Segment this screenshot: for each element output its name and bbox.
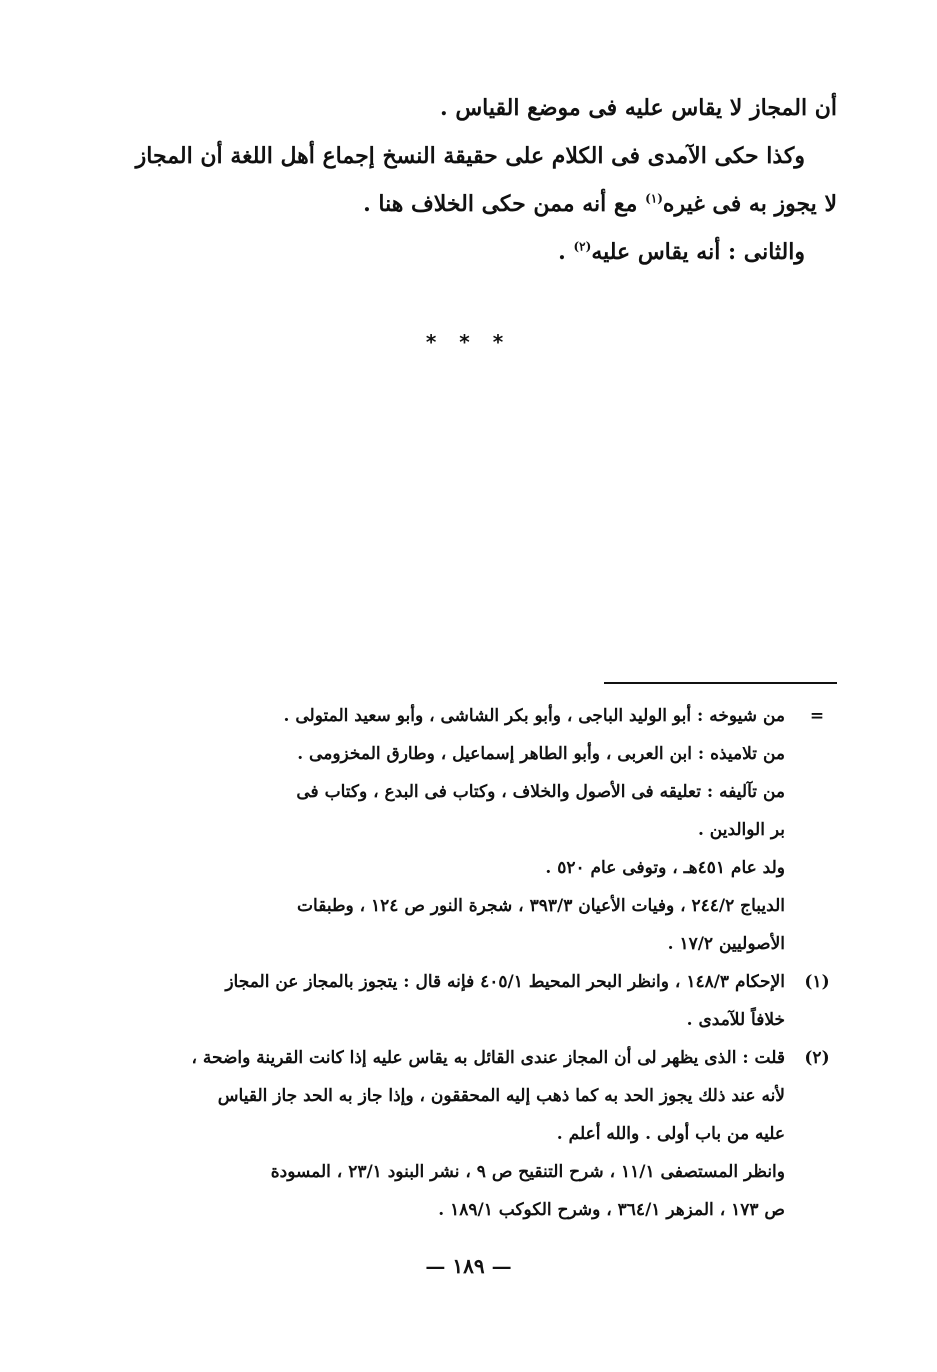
footnote-line: ص ١٧٣ ، المزهر ٣٦٤/١ ، وشرح الكوكب ١٨٩/١ . (438, 1200, 785, 1220)
continuation-marker: = (809, 706, 825, 726)
footnote-line: ولد عام ٤٥١هـ ، وتوفى عام ٥٢٠ . (545, 858, 785, 878)
footnote-ref-1[interactable]: (١) (645, 191, 663, 206)
main-line-3-text: لا يجوز به فى غيره (662, 191, 837, 217)
footnote-continuation (147, 697, 837, 963)
footnote-line: الأصوليين ١٧/٢ . (667, 934, 785, 954)
footnotes-block (147, 697, 837, 1229)
footnote-2 (147, 1039, 837, 1229)
main-line-3 (137, 180, 837, 228)
footnote-line: الديباج ٢٤٤/٢ ، وفيات الأعيان ٣٩٣/٣ ، شجرة النور ص ١٢٤ ، وطبقات (297, 896, 785, 916)
main-text-block (137, 84, 837, 276)
footnote-line: من تلاميذه : ابن العربى ، وأبو الطاهر إسماعيل ، وطارق المخزومى . (297, 744, 785, 764)
footnote-line: خلافاً للآمدى . (686, 1010, 785, 1030)
page-number: — ١٨٩ — (425, 1254, 512, 1278)
footnote-divider (604, 682, 837, 684)
footnote-line: لأنه عند ذلك يجوز الحد به كما ذهب إليه المحققون ، وإذا جاز به الحد جاز القياس (217, 1086, 785, 1106)
footnote-line: وانظر المستصفى ١١/١ ، شرح التنقيح ص ٩ ، نشر البنود ٢٣/١ ، المسودة (270, 1162, 785, 1182)
footnote-ref-2[interactable]: (٢) (573, 239, 592, 254)
main-line-2: وكذا حكى الآمدى فى الكلام على حقيقة النسخ إجماع أهل اللغة أن المجاز (135, 143, 805, 169)
section-separator: * * * (425, 330, 512, 354)
footnote-1 (147, 963, 837, 1039)
footnote-line: من تآليفه : تعليقه فى الأصول والخلاف ، وكتاب فى البدع ، وكتاب فى (296, 782, 785, 802)
main-line-4 (137, 228, 837, 276)
main-line-4-text-end: . (558, 239, 574, 265)
footnote-line: الإحكام ١٤٨/٣ ، وانظر البحر المحيط ٤٠٥/١ فإنه قال : يتجوز بالمجاز عن المجاز (225, 972, 785, 992)
footnote-1-marker: (١) (804, 972, 830, 992)
footnote-line: من شيوخه : أبو الوليد الباجى ، وأبو بكر الشاشى ، وأبو سعيد المتولى . (283, 706, 785, 726)
main-line-4-text: والثانى : أنه يقاس عليه (591, 239, 805, 265)
main-line-1: أن المجاز لا يقاس عليه فى موضع القياس . (440, 95, 837, 121)
footnote-line: عليه من باب أولى . والله أعلم . (556, 1124, 785, 1144)
footnote-2-marker: (٢) (804, 1048, 830, 1068)
footnote-line: بر الوالدين . (697, 820, 785, 840)
footnote-line: قلت : الذى يظهر لى أن المجاز عندى القائل به يقاس عليه إذا كانت القرينة واضحة ، (191, 1048, 785, 1068)
main-line-3-text-end: مع أنه ممن حكى الخلاف هنا . (363, 191, 646, 217)
